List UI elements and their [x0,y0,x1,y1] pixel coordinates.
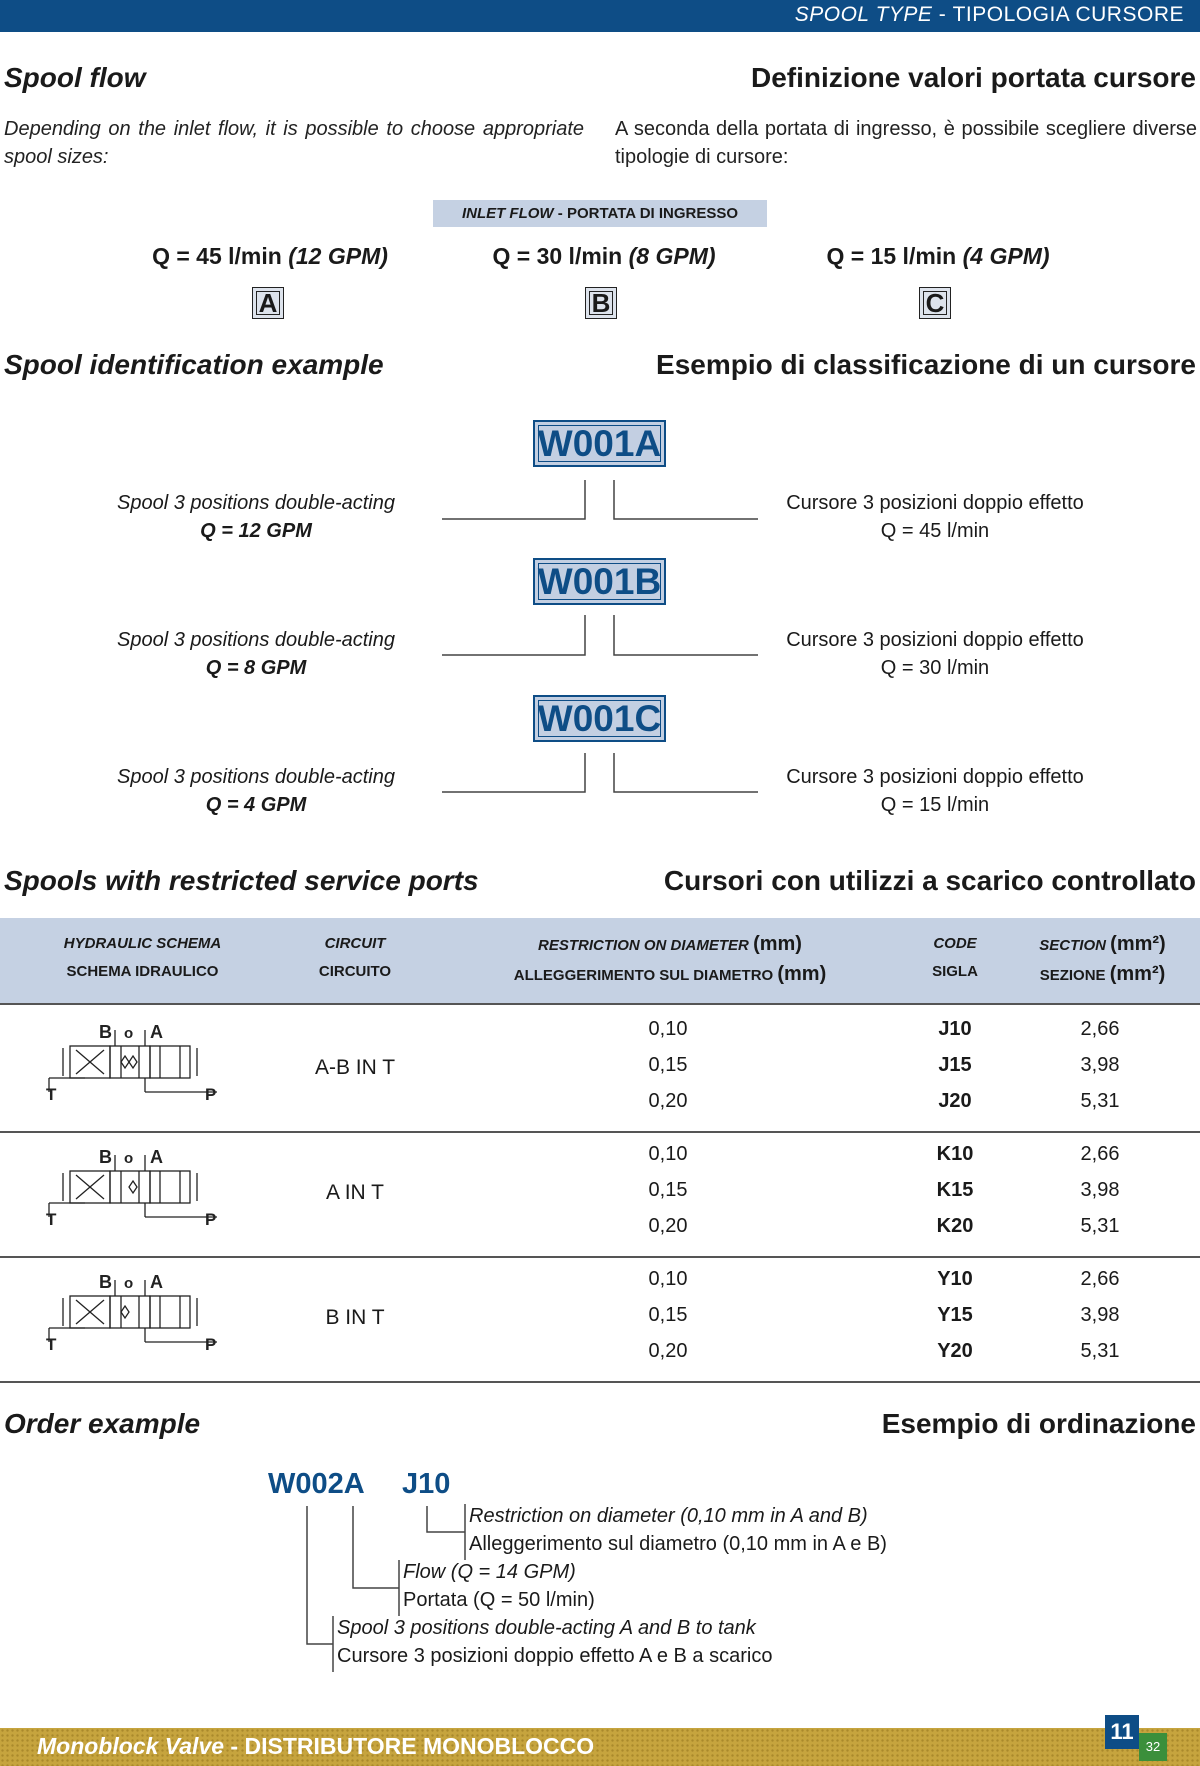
spool-desc-en-line2: Q = 4 GPM [205,794,307,816]
code-cell: J15 [938,1054,972,1076]
code-cell: Y20 [937,1340,973,1362]
spool-desc-en-line2: Q = 8 GPM [205,657,307,679]
spool-code-box: W001C [533,695,666,742]
col-header-section-it: SEZIONE [1039,967,1106,984]
order-code-restriction: J10 [402,1468,451,1500]
restriction-cell: 0,15 [648,1179,688,1201]
svg-text:B: B [99,1272,112,1292]
inlet-flow-label-it: PORTATA DI INGRESSO [566,205,739,222]
col-header-restriction-it: ALLEGGERIMENTO SUL DIAMETRO [513,967,774,984]
code-cell: Y10 [937,1268,973,1290]
spool-desc-it-line1: Cursore 3 posizioni doppio effetto [786,492,1084,514]
inlet-flow-label-en: INLET FLOW [461,205,554,222]
code-cell: J20 [938,1090,972,1112]
col-header-code-en: CODE [933,935,977,952]
order-desc-restriction-en: Restriction on diameter (0,10 mm in A and B) [469,1505,868,1527]
circuit-cell: B IN T [325,1306,385,1329]
spool-desc-it-line1: Cursore 3 posizioni doppio effetto [786,766,1084,788]
page-title-it: TIPOLOGIA CURSORE [952,3,1184,26]
section-cell: 3,98 [1080,1054,1120,1076]
section-cell: 3,98 [1080,1179,1120,1201]
flow-value-lmin: Q = 15 l/min [826,243,957,269]
flow-letter-c: C [919,287,951,319]
inlet-flow-label: INLET FLOW - PORTATA DI INGRESSO [433,200,767,227]
order-desc-flow-en: Flow (Q = 14 GPM) [403,1561,576,1583]
col-header-schema-it: SCHEMA IDRAULICO [66,963,219,980]
svg-text:P: P [205,1335,217,1354]
spool-desc-it-line1: Cursore 3 posizioni doppio effetto [786,629,1084,651]
svg-text:o: o [124,1275,134,1292]
flow-value-gpm: (12 GPM) [288,243,388,269]
spool-desc-it-line2: Q = 45 l/min [880,520,990,542]
svg-text:T: T [46,1210,57,1229]
restriction-cell: 0,10 [648,1268,688,1290]
spool-flow-text-en: Depending on the inlet flow, it is possible to choose appropriate spool sizes: [4,118,584,168]
restriction-cell: 0,15 [648,1054,688,1076]
spool-desc-en-line1: Spool 3 positions double-acting [117,766,395,788]
svg-text:B: B [99,1022,112,1042]
flow-letter-b: B [585,287,617,319]
spool-desc-it-line2: Q = 15 l/min [880,794,990,816]
flow-value-gpm: (4 GPM) [962,243,1050,269]
restriction-cell: 0,15 [648,1304,688,1326]
col-header-code-it: SIGLA [932,963,978,980]
order-desc-spool-en: Spool 3 positions double-acting A and B to tank [337,1617,756,1639]
svg-text:o: o [124,1150,134,1167]
footer-title-separator: - [224,1733,245,1759]
footer-title [37,1733,594,1760]
restriction-cell: 0,10 [648,1018,688,1040]
code-cell: K15 [936,1179,974,1201]
spool-desc-en-line1: Spool 3 positions double-acting [117,492,395,514]
footer-title-en: Monoblock Valve [37,1733,225,1759]
heading-order-en: Order example [4,1408,201,1439]
heading-identification-it: Esempio di classificazione di un cursore [656,349,1196,380]
col-header-restriction-en: RESTRICTION ON DIAMETER [538,937,749,954]
svg-text:o: o [124,1025,134,1042]
code-cell: J10 [938,1018,972,1040]
order-desc-restriction-it: Alleggerimento sul diametro (0,10 mm in A e B) [469,1533,887,1555]
flow-value-gpm: (8 GPM) [628,243,716,269]
svg-text:A: A [150,1147,163,1167]
heading-spool-flow-en: Spool flow [4,62,146,93]
code-cell: K20 [936,1215,974,1237]
page-sub-number: 32 [1139,1733,1167,1761]
unit-mm: (mm) [777,963,827,985]
section-cell: 5,31 [1080,1090,1120,1112]
restriction-cell: 0,20 [648,1090,688,1112]
col-header-section-en: SECTION [1039,937,1106,954]
svg-text:P: P [205,1210,217,1229]
order-code-spool: W002A [268,1468,365,1500]
col-header-circuit-it: CIRCUITO [318,963,392,980]
restriction-cell: 0,10 [648,1143,688,1165]
svg-text:T: T [46,1335,57,1354]
unit-mm2: (mm²) [1109,963,1166,985]
svg-text:A: A [150,1272,163,1292]
unit-mm: (mm) [753,933,802,955]
flow-value-lmin: Q = 30 l/min [492,243,623,269]
heading-spool-flow-it: Definizione valori portata cursore [751,62,1196,93]
restriction-cell: 0,20 [648,1215,688,1237]
page-title-separator: - [938,3,947,26]
spool-desc-en-line2: Q = 12 GPM [200,520,312,542]
code-cell: K10 [936,1143,974,1165]
spool-code-box: W001A [533,420,666,467]
order-desc-spool-it: Cursore 3 posizioni doppio effetto A e B a scarico [337,1645,773,1667]
heading-restricted-it: Cursori con utilizzi a scarico controllato [663,865,1196,896]
flow-value-lmin: Q = 45 l/min [152,243,282,269]
svg-text:B: B [99,1147,112,1167]
page-number: 11 [1105,1715,1139,1749]
svg-text:P: P [205,1085,217,1104]
circuit-cell: A-B IN T [314,1056,396,1079]
col-header-schema-en: HYDRAULIC SCHEMA [63,935,222,952]
svg-text:A: A [150,1022,163,1042]
spool-desc-it-line2: Q = 30 l/min [880,657,990,679]
code-cell: Y15 [937,1304,973,1326]
section-cell: 2,66 [1080,1018,1120,1040]
section-cell: 5,31 [1080,1215,1120,1237]
spool-desc-en-line1: Spool 3 positions double-acting [117,629,395,651]
section-cell: 2,66 [1080,1268,1120,1290]
heading-identification-en: Spool identification example [4,349,384,380]
circuit-cell: A IN T [326,1181,384,1204]
unit-mm2: (mm²) [1110,933,1166,955]
restriction-cell: 0,20 [648,1340,688,1362]
page-title-en: SPOOL TYPE [794,3,933,26]
section-cell: 2,66 [1080,1143,1120,1165]
footer-title-it: DISTRIBUTORE MONOBLOCCO [244,1733,595,1759]
section-cell: 3,98 [1080,1304,1120,1326]
order-desc-flow-it: Portata (Q = 50 l/min) [403,1589,595,1611]
heading-order-it: Esempio di ordinazione [881,1408,1196,1439]
col-header-circuit-en: CIRCUIT [324,935,386,952]
spool-code-box: W001B [533,558,666,605]
spool-flow-text-it: A seconda della portata di ingresso, è possibile scegliere diverse tipologie di cursore: [615,118,1197,168]
svg-text:T: T [46,1085,57,1104]
section-cell: 5,31 [1080,1340,1120,1362]
flow-letter-a: A [252,287,284,319]
heading-restricted-en: Spools with restricted service ports [4,865,479,896]
